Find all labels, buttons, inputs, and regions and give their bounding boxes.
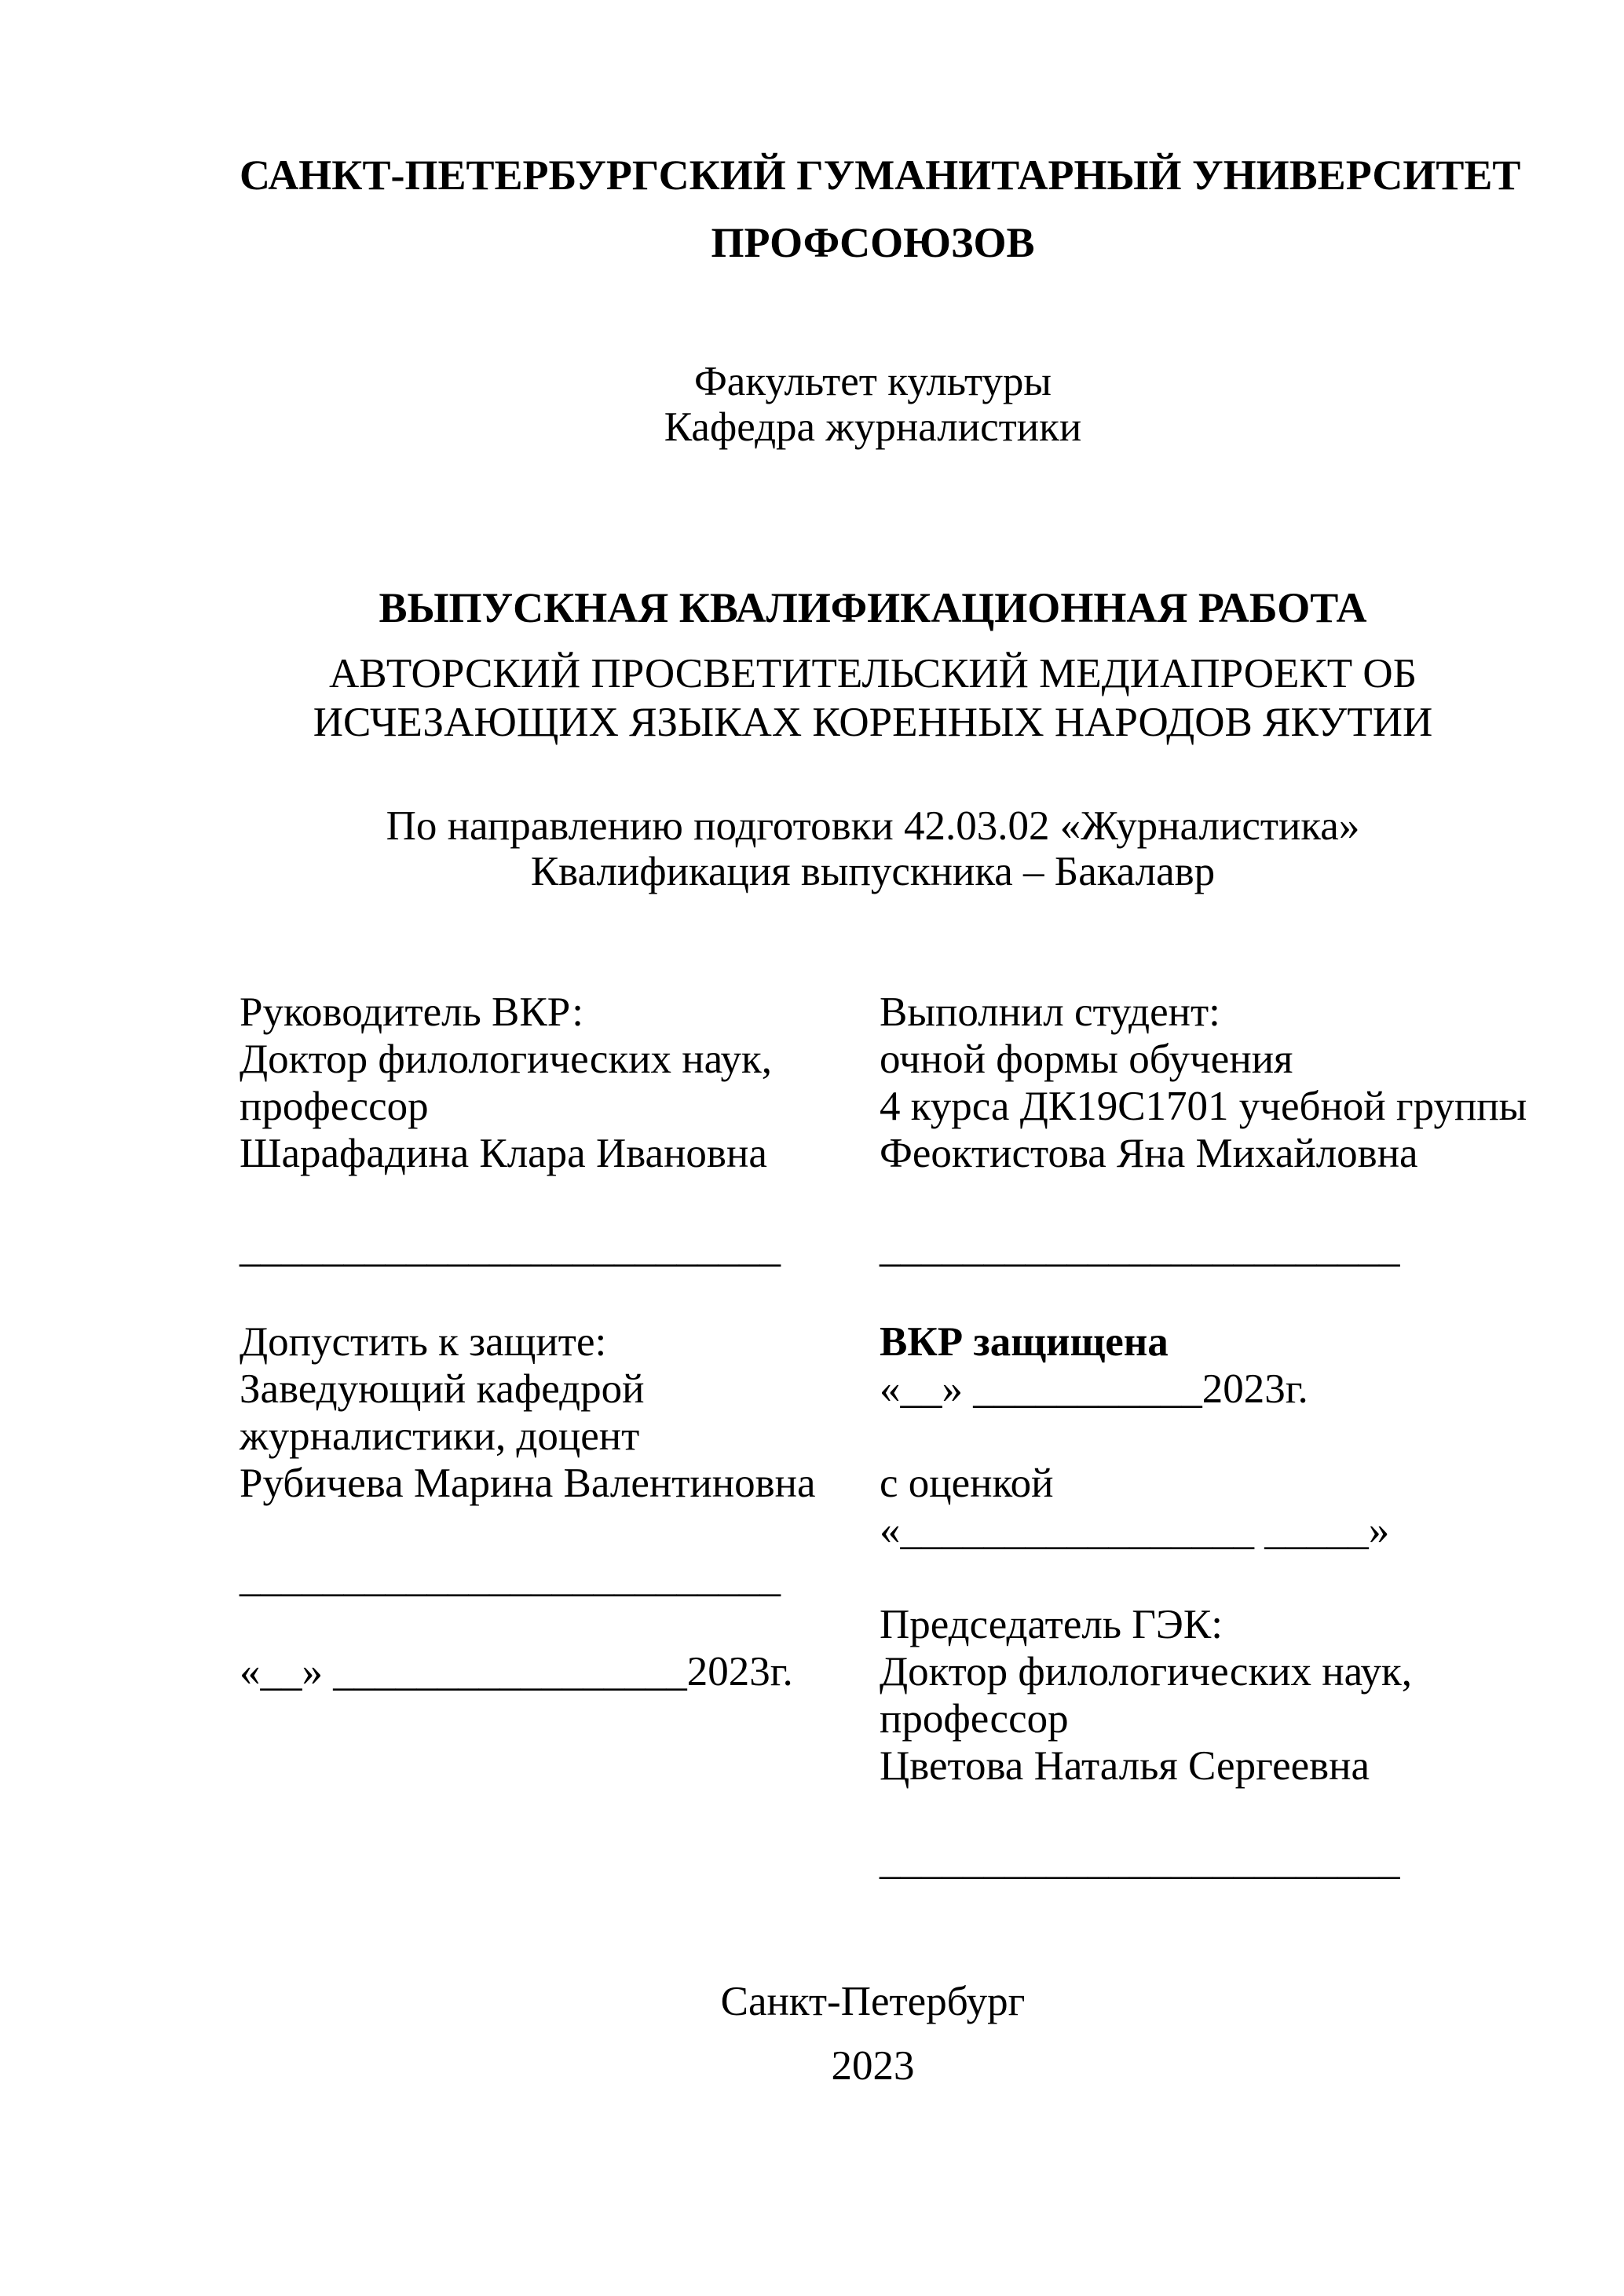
defense-section	[880, 1318, 1527, 1601]
defense-status: ВКР защищена	[880, 1319, 1169, 1365]
admission-date-line: «__» _________________2023г.	[240, 1649, 793, 1695]
admission-section	[240, 1318, 880, 1695]
spacer	[240, 1507, 880, 1554]
chairman-degree: Доктор филологических наук,	[880, 1649, 1413, 1695]
department-line: Кафедра журналистики	[664, 404, 1082, 450]
chairman-section	[880, 1601, 1527, 1884]
spacer	[240, 1177, 880, 1224]
admission-name: Рубичева Марина Валентиновна	[240, 1461, 816, 1506]
right-column	[880, 989, 1527, 1884]
thesis-title-line2: ИСЧЕЗАЮЩИХ ЯЗЫКАХ КОРЕННЫХ НАРОДОВ ЯКУТИИ	[313, 700, 1433, 745]
supervisor-label: Руководитель ВКР:	[240, 989, 583, 1035]
left-column	[240, 989, 880, 1884]
supervisor-section	[240, 989, 880, 1318]
faculty-line: Факультет культуры	[693, 359, 1052, 404]
university-name-line1: САНКТ-ПЕТЕРБУРГСКИЙ ГУМАНИТАРНЫЙ УНИВЕРСИТЕТ	[240, 152, 1521, 199]
supervisor-rank: профессор	[240, 1084, 429, 1129]
chairman-rank: профессор	[880, 1696, 1069, 1742]
university-name-line2: ПРОФСОЮЗОВ	[711, 219, 1035, 266]
signatures-section	[240, 989, 1527, 1884]
student-name: Феоктистова Яна Михайловна	[880, 1131, 1418, 1176]
thesis-title-line1: АВТОРСКИЙ ПРОСВЕТИТЕЛЬСКИЙ МЕДИАПРОЕКТ ОБ	[328, 651, 1417, 696]
student-group: 4 курса ДК19С1701 учебной группы	[880, 1084, 1527, 1129]
supervisor-degree: Доктор филологических наук,	[240, 1036, 773, 1082]
supervisor-signature-line: __________________________	[240, 1225, 781, 1270]
grade-label: с оценкой	[880, 1461, 1054, 1506]
footer-year: 2023	[831, 2043, 915, 2089]
program-block	[240, 803, 1506, 894]
supervisor-name: Шарафадина Клара Ивановна	[240, 1131, 767, 1176]
spacer	[880, 1413, 1527, 1460]
chairman-label: Председатель ГЭК:	[880, 1602, 1223, 1647]
spacer	[240, 1601, 880, 1648]
university-name	[240, 141, 1521, 276]
grade-line: «_________________ _____»	[880, 1508, 1390, 1553]
chairman-name: Цветова Наталья Сергеевна	[880, 1743, 1370, 1789]
program-line: По направлению подготовки 42.03.02 «Журналистика»	[386, 803, 1360, 849]
work-type-heading: ВЫПУСКНАЯ КВАЛИФИКАЦИОННАЯ РАБОТА	[379, 584, 1367, 631]
qualification-line: Квалификация выпускника – Бакалавр	[530, 849, 1216, 894]
footer-block	[240, 1978, 1506, 2089]
admission-position-line2: журналистики, доцент	[240, 1413, 640, 1459]
faculty-department-block	[240, 359, 1506, 450]
spacer	[880, 1177, 1527, 1224]
spacer	[880, 1790, 1527, 1837]
student-label: Выполнил студент:	[880, 989, 1220, 1035]
admission-position-line1: Заведующий кафедрой	[240, 1366, 645, 1412]
admission-label: Допустить к защите:	[240, 1319, 607, 1365]
student-signature-line: _________________________	[880, 1225, 1400, 1270]
admission-signature-line: __________________________	[240, 1555, 781, 1600]
student-section	[880, 989, 1527, 1318]
defense-date-line: «__» ___________2023г.	[880, 1366, 1308, 1412]
spacer	[880, 1554, 1527, 1601]
footer-city: Санкт-Петербург	[720, 1979, 1026, 2024]
thesis-title	[240, 649, 1506, 747]
chairman-signature-line: _________________________	[880, 1837, 1400, 1883]
spacer	[240, 1271, 880, 1318]
student-study-form: очной формы обучения	[880, 1036, 1293, 1082]
spacer	[880, 1271, 1527, 1318]
